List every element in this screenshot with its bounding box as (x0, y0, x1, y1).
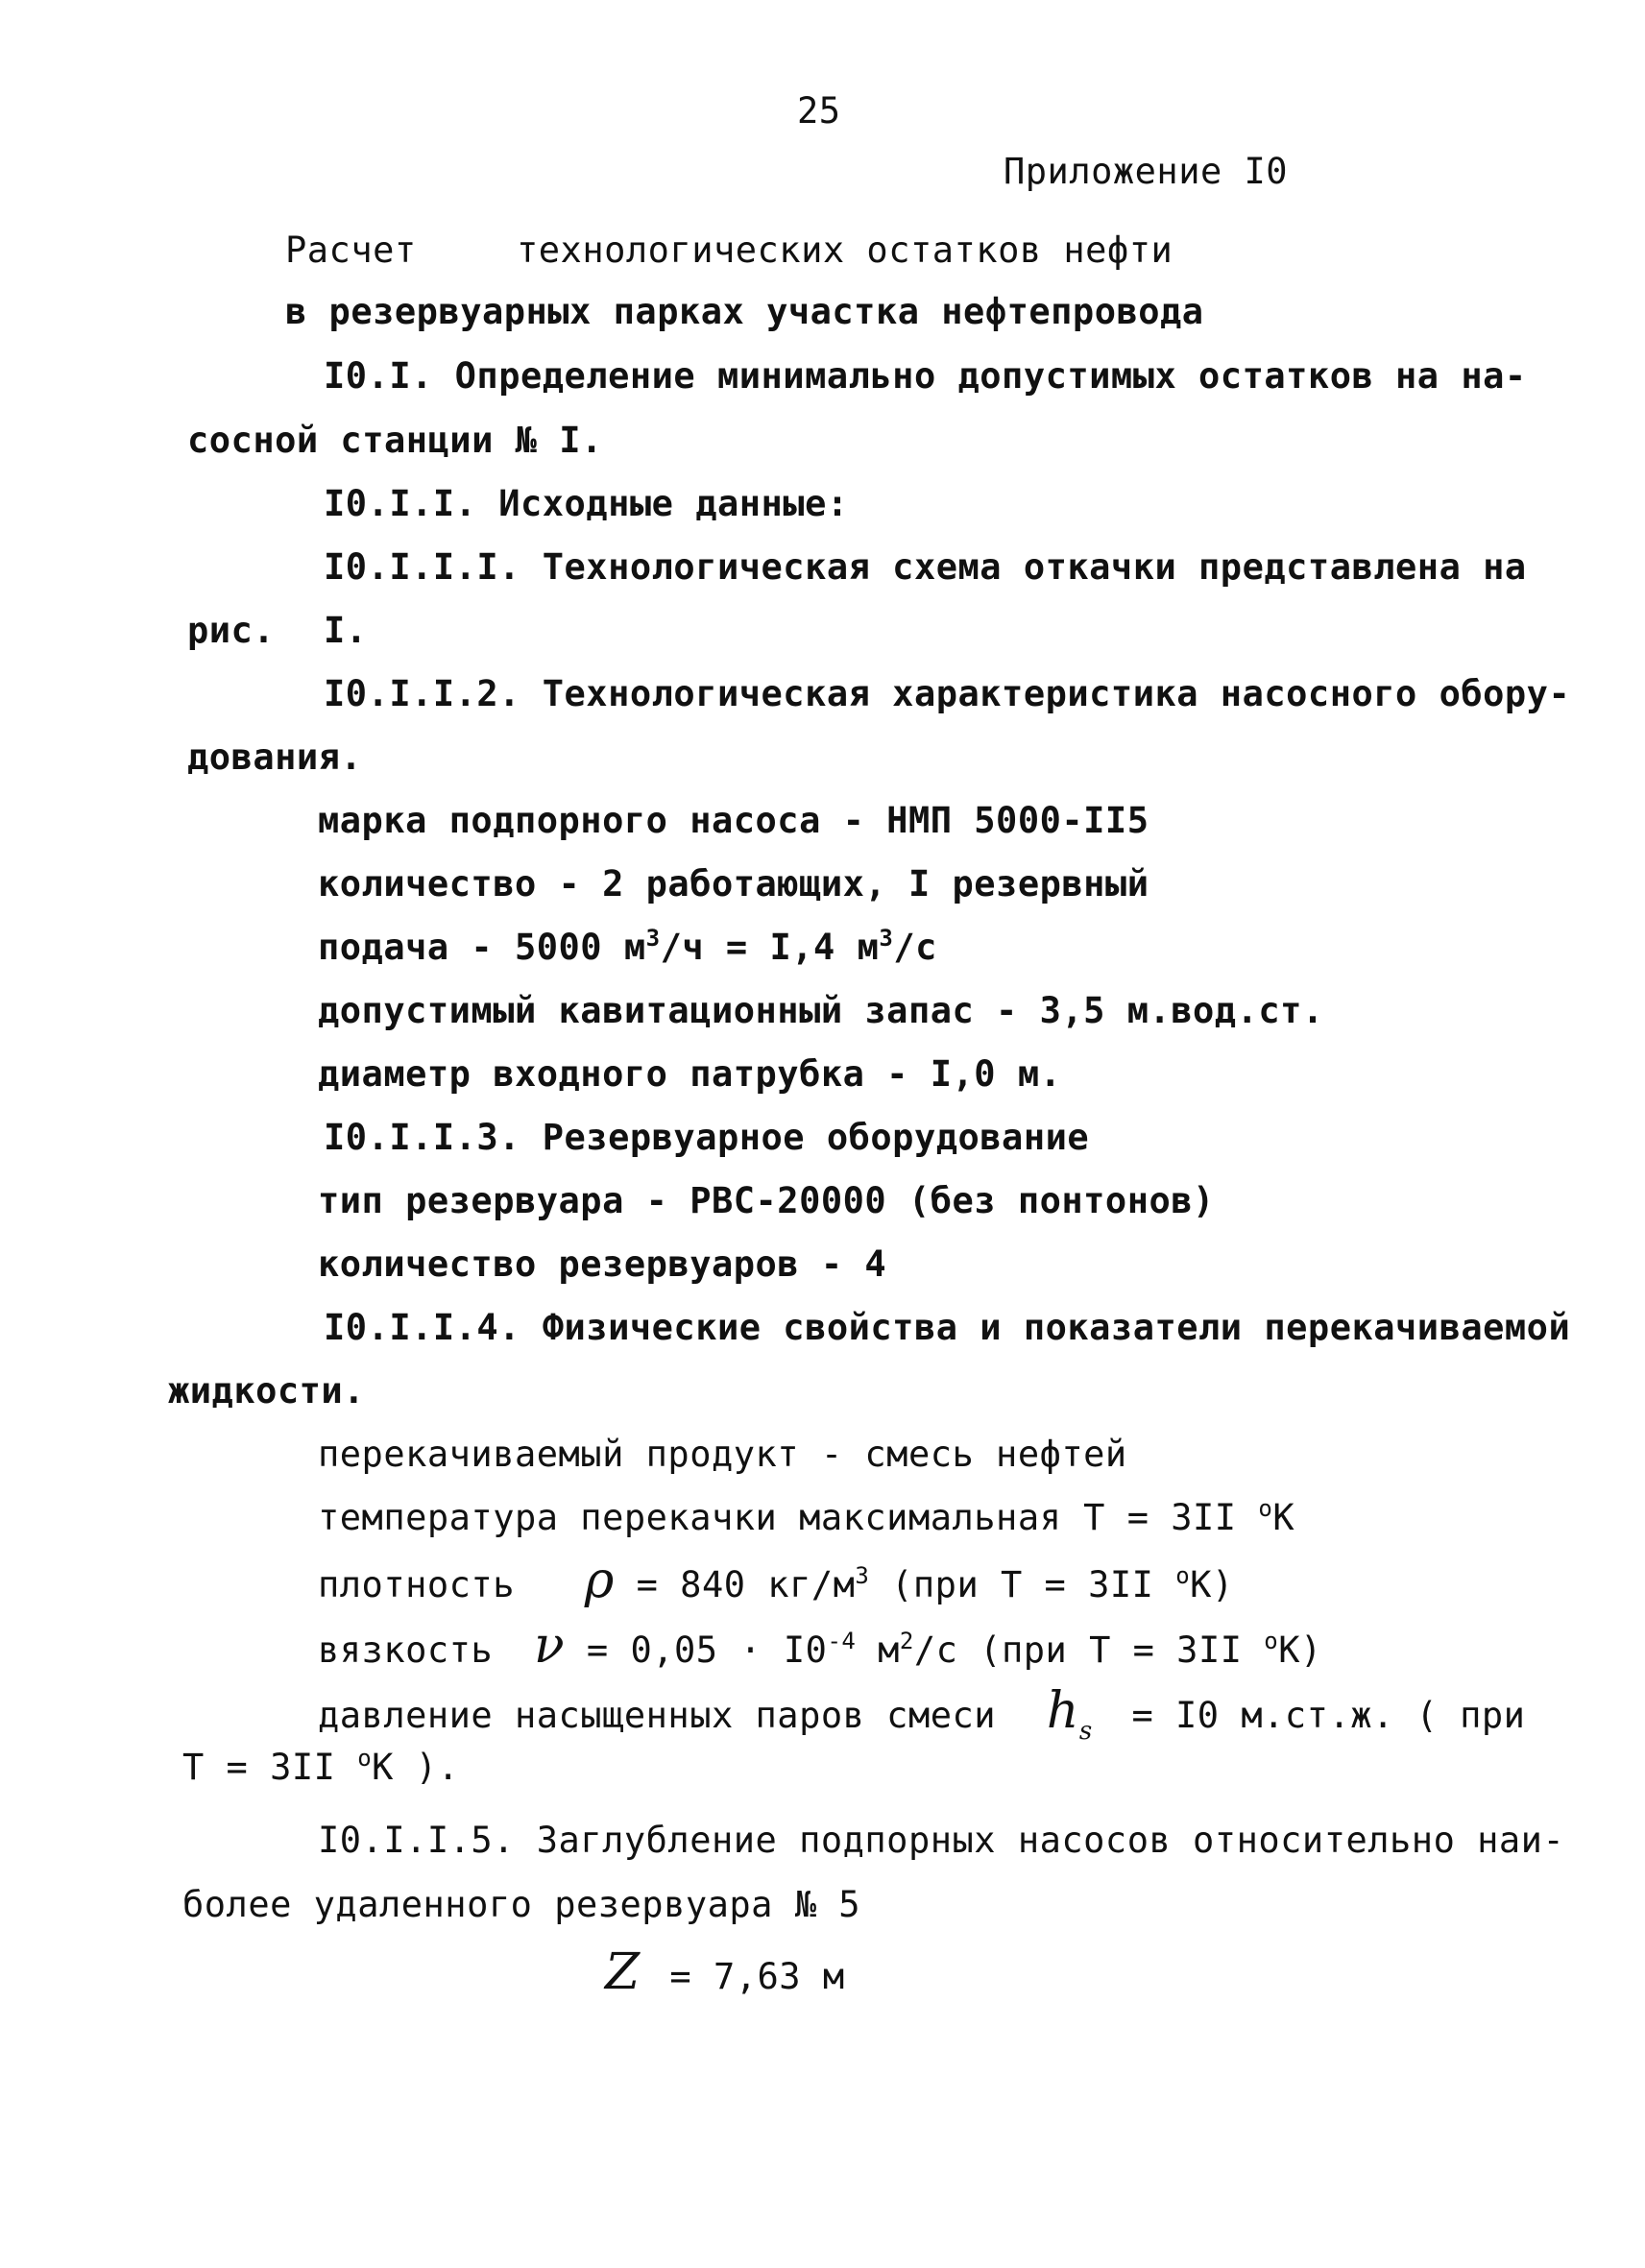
section-10-1-1-3-title: I0.I.I.3. Резервуарное оборудование (324, 1117, 1090, 1158)
title-line1-b: технологических остатков нефти (517, 229, 1173, 271)
liquid-vapor-line2-sup: о (357, 1745, 373, 1772)
pump-diameter: диаметр входного патрубка - I,0 м. (318, 1053, 1062, 1095)
rho-symbol: ρ (584, 1552, 615, 1609)
liquid-vapor-line2 (182, 1745, 460, 1788)
liquid-viscosity-sup: -4 (827, 1628, 857, 1654)
section-10-1-1-2-line2: дования. (187, 736, 363, 778)
appendix-label: Приложение I0 (1004, 151, 1289, 192)
liquid-temp-b: К (1272, 1497, 1295, 1538)
tank-count: количество резервуаров - 4 (318, 1243, 887, 1285)
tank-type: тип резервуара - РВС-20000 (без понтонов) (318, 1180, 1215, 1221)
liquid-vapor-label: давление насыщенных паров смеси (318, 1695, 997, 1736)
section-10-1-1-1-line2-b: I. (324, 610, 368, 651)
section-10-1-1-4-line2: жидкости. (168, 1370, 365, 1411)
pump-count: количество - 2 работающих, I резервный (318, 863, 1149, 905)
pump-npsh: допустимый кавитационный запас - 3,5 м.вод.ст. (318, 990, 1324, 1031)
depth-value: = 7,63 м (647, 1956, 845, 1997)
section-10-1-1-2-line1: I0.I.I.2. Технологическая характеристика насосного обору- (324, 673, 1571, 714)
h-symbol: h (1046, 1682, 1079, 1740)
liquid-vapor-pressure (318, 1682, 1526, 1746)
section-10-1-line2: сосной станции № I. (187, 420, 603, 461)
nu-symbol: ν (534, 1617, 566, 1675)
liquid-vapor-line2-a: Т = 3II (182, 1747, 358, 1788)
section-10-1-1-1-line2-a: рис. (187, 610, 276, 651)
liquid-viscosity-label: вязкость (318, 1629, 494, 1671)
pump-flow-sup2: 3 (879, 925, 894, 952)
z-symbol: Z (605, 1943, 641, 2001)
pump-brand: марка подпорного насоса - НМП 5000-II5 (318, 800, 1149, 841)
section-10-1-1-1-line1: I0.I.I.I. Технологическая схема откачки представлена на (324, 546, 1527, 588)
pump-flow-c: /с (893, 927, 937, 968)
pump-flow-a: подача - 5000 м (318, 927, 646, 968)
liquid-viscosity-b: м (856, 1629, 900, 1671)
section-10-1-1-5-line1: I0.I.I.5. Заглубление подпорных насосов относительно наи- (318, 1820, 1565, 1861)
liquid-density-c: К) (1190, 1564, 1234, 1605)
page-number: 25 (797, 90, 841, 132)
pump-flow (318, 925, 937, 968)
liquid-vapor-a: = I0 м.ст.ж. ( при (1109, 1695, 1526, 1736)
liquid-temp-sup: о (1258, 1495, 1273, 1522)
liquid-vapor-line2-b: К ). (372, 1747, 460, 1788)
liquid-viscosity-c: /с (при Т = 3II (913, 1629, 1265, 1671)
liquid-viscosity-a: = 0,05 · I0 (565, 1629, 828, 1671)
depth-formula (605, 1943, 845, 2001)
liquid-temp-a: температура перекачки максимальная Т = 3II (318, 1497, 1259, 1538)
section-10-1-1-4-line1: I0.I.I.4. Физические свойства и показатели перекачиваемой (324, 1307, 1571, 1348)
liquid-density-b: (при Т = 3II (869, 1564, 1176, 1605)
pump-flow-sup1: 3 (645, 925, 661, 952)
liquid-viscosity-d: К) (1278, 1629, 1322, 1671)
section-10-1-line1: I0.I. Определение минимально допустимых остатков на на- (324, 355, 1527, 397)
liquid-temperature (318, 1495, 1295, 1538)
title-line1-a: Расчет (285, 229, 417, 271)
h-subscript: s (1078, 1717, 1093, 1746)
liquid-viscosity-sup2: 2 (899, 1628, 914, 1654)
title-line2: в резервуарных парках участка нефтепровода (285, 291, 1204, 332)
liquid-density-a: = 840 кг/м (614, 1564, 856, 1605)
section-10-1-1: I0.I.I. Исходные данные: (324, 483, 849, 524)
liquid-density-sup: 3 (855, 1562, 870, 1589)
liquid-density-sup2: о (1175, 1562, 1191, 1589)
liquid-density (318, 1552, 1234, 1609)
liquid-viscosity (318, 1617, 1322, 1675)
section-10-1-1-5-line2: более удаленного резервуара № 5 (182, 1884, 861, 1925)
liquid-density-label: плотность (318, 1564, 515, 1605)
liquid-viscosity-sup3: о (1264, 1628, 1279, 1654)
liquid-product: перекачиваемый продукт - смесь нефтей (318, 1434, 1127, 1475)
pump-flow-b: /ч = I,4 м (660, 927, 880, 968)
